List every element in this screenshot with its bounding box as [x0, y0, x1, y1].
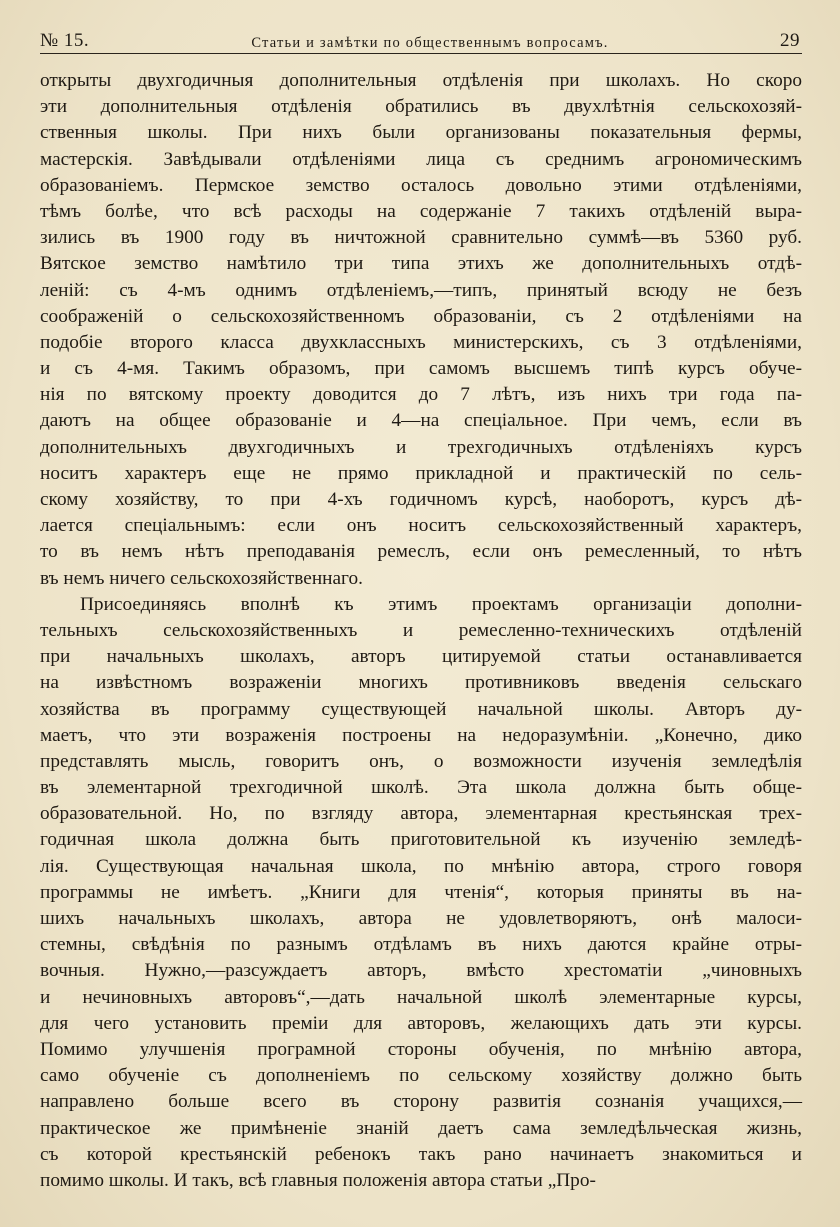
text-line: направлено больше всего въ сторону развитія сознанія учащихся,—: [40, 1091, 802, 1113]
running-header: [40, 20, 800, 52]
text-line: въ немъ ничего сельскохозяйственнаго.: [40, 567, 363, 589]
text-line: Вятское земство намѣтило три типа этихъ же дополнительныхъ отдѣ-: [40, 253, 802, 275]
text-line: образовательной. Но, по взгляду автора, элементарная крестьянская трех-: [40, 803, 802, 825]
text-line: открыты двухгодичныя дополнительныя отдѣленія при школахъ. Но скоро: [40, 70, 802, 91]
text-line: вочныя. Нужно,—разсуждаетъ авторъ, вмѣсто хрестоматіи „чиновныхъ: [40, 960, 802, 982]
text-line: лія. Существующая начальная школа, по мнѣнію автора, строго говоря: [40, 855, 802, 877]
text-line: годичная школа должна быть приготовительной къ изученію земледѣ-: [40, 829, 802, 851]
running-title: Статьи и замѣтки по общественнымъ вопросамъ.: [251, 35, 609, 51]
text-line: Присоединяясь вполнѣ къ этимъ проектамъ организаціи дополни-: [80, 593, 802, 615]
text-line: носитъ характеръ еще не прямо прикладной и практическій по сель-: [40, 462, 802, 484]
text-line: на извѣстномъ возраженіи многихъ противниковъ введенія сельскаго: [40, 672, 802, 694]
text-line: программы не имѣетъ. „Книги для чтенія“, которыя приняты въ на-: [40, 881, 802, 903]
text-line: подобіе второго класса двухклассныхъ министерскихъ, съ 3 отдѣленіями,: [40, 331, 802, 353]
text-line: лается спеціальнымъ: если онъ носитъ сельскохозяйственный характеръ,: [40, 515, 802, 537]
text-line: маетъ, что эти возраженія построены на недоразумѣніи. „Конечно, дико: [40, 724, 802, 746]
text-line: ственныя школы. При нихъ были организованы показательныя фермы,: [40, 122, 802, 144]
text-line: тѣмъ болѣе, что всѣ расходы на содержаніе 7 такихъ отдѣленій выра-: [40, 200, 802, 222]
text-line: въ элементарной трехгодичной школѣ. Эта школа должна быть обще-: [40, 777, 802, 799]
body-text: [40, 68, 802, 1194]
page-number: 29: [780, 30, 800, 51]
text-line: мастерскія. Завѣдывали отдѣленіями лица съ среднимъ агрономическимъ: [40, 148, 802, 170]
text-line: эти дополнительныя отдѣленія обратились въ двухлѣтнія сельскохозяй-: [40, 96, 802, 118]
paragraph: [40, 592, 802, 1194]
text-line: тельныхъ сельскохозяйственныхъ и ремесленно-техническихъ отдѣленій: [40, 619, 802, 641]
text-line: шихъ начальныхъ школахъ, автора не удовлетворяютъ, онѣ малоси-: [40, 908, 802, 929]
text-line: и съ 4-мя. Такимъ образомъ, при самомъ высшемъ типѣ курсъ обуче-: [40, 358, 802, 380]
text-line: практическое же примѣненіе знаній даетъ сама земледѣльческая жизнь,: [40, 1117, 802, 1139]
text-line: и нечиновныхъ авторовъ“,—дать начальной школѣ элементарные курсы,: [40, 986, 802, 1008]
text-line: помимо школы. И такъ, всѣ главныя положенія автора статьи „Про-: [40, 1169, 596, 1191]
text-line: само обученіе съ дополненіемъ по сельскому хозяйству должно быть: [40, 1065, 802, 1087]
text-line: соображеній о сельскохозяйственномъ образованіи, съ 2 отдѣленіями на: [40, 305, 802, 327]
text-line: Помимо улучшенія програмной стороны обученія, по мнѣнію автора,: [40, 1038, 802, 1060]
text-line: хозяйства въ программу существующей начальной школы. Авторъ ду-: [40, 698, 802, 720]
text-line: образованіемъ. Пермское земство осталось довольно этими отдѣленіями,: [40, 174, 802, 196]
text-line: скому хозяйству, то при 4-хъ годичномъ курсѣ, наоборотъ, курсъ дѣ-: [40, 489, 802, 510]
text-line: леній: съ 4-мъ однимъ отдѣленіемъ,—типъ, принятый всюду не безъ: [40, 279, 802, 301]
text-line: при начальныхъ школахъ, авторъ цитируемой статьи останавливается: [40, 646, 802, 668]
issue-number: № 15.: [40, 30, 90, 51]
text-line: даютъ на общее образованіе и 4—на спеціальное. При чемъ, если въ: [40, 410, 802, 432]
text-line: стемны, свѣдѣнія по разнымъ отдѣламъ въ нихъ даются крайне отры-: [40, 934, 802, 956]
header-rule: [40, 53, 802, 54]
text-line: для чего установить преміи для авторовъ, желающихъ дать эти курсы.: [40, 1012, 802, 1034]
text-line: то въ немъ нѣтъ преподаванія ремеслъ, если онъ ремесленный, то нѣтъ: [40, 541, 802, 563]
text-line: съ которой крестьянскій ребенокъ такъ рано начинаетъ знакомиться и: [40, 1143, 802, 1165]
text-line: зились въ 1900 году въ ничтожной сравнительно суммѣ—въ 5360 руб.: [40, 227, 802, 249]
text-line: представлять мысль, говоритъ онъ, о возможности изученія земледѣлія: [40, 750, 802, 772]
paragraph: [40, 68, 802, 592]
text-line: нія по вятскому проекту доводится до 7 лѣтъ, изъ нихъ три года па-: [40, 384, 802, 406]
text-line: дополнительныхъ двухгодичныхъ и трехгодичныхъ отдѣленіяхъ курсъ: [40, 436, 802, 458]
